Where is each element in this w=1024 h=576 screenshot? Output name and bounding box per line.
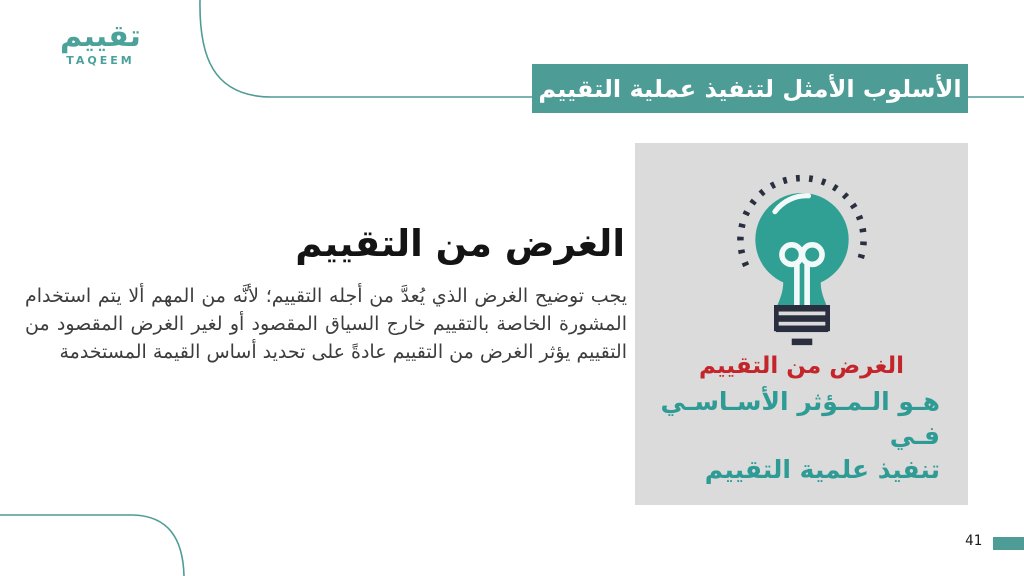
info-card (635, 143, 968, 505)
base-bar-2 (775, 315, 827, 322)
lightbulb-neck (776, 273, 826, 307)
slide-title: الأسلوب الأمثل لتنفيذ عملية التقييم (538, 74, 962, 103)
page-marker-bar (993, 537, 1024, 550)
slide-title-banner (532, 64, 968, 113)
card-subtitle (635, 385, 968, 487)
lightbulb-glass (755, 193, 848, 286)
logo-latin-text: TAQEEM (66, 54, 135, 67)
lightbulb-icon (635, 165, 968, 347)
section-heading: الغرض من التقييم (295, 222, 625, 265)
logo-arabic-text: تقييم (60, 19, 141, 54)
card-subtitle-line2: تنفيذ علمية التقييم (704, 455, 940, 484)
base-bar-3 (775, 326, 827, 333)
taqeem-logo (60, 19, 141, 67)
section-body-text: يجب توضيح الغرض الذي يُعدَّ من أجله التقييم؛ لأنَّه من المهم ألا يتم استخدام المشورة الخاصة بالتقييم خارج السياق المقصود أو لغير الغرض المقصود من التقييم يؤثر الغرض من التقييم عادةً على تحديد أساس القيمة المستخدمة (25, 285, 627, 363)
card-subtitle-line1: هـو الـمـؤثر الأسـاسـي فـي (660, 387, 940, 450)
base-bar-1 (775, 305, 827, 312)
bottom-curve-line (0, 515, 184, 576)
card-title: الغرض من التقييم (699, 353, 904, 379)
page-number: 41 (965, 533, 982, 549)
base-nub (791, 339, 812, 346)
